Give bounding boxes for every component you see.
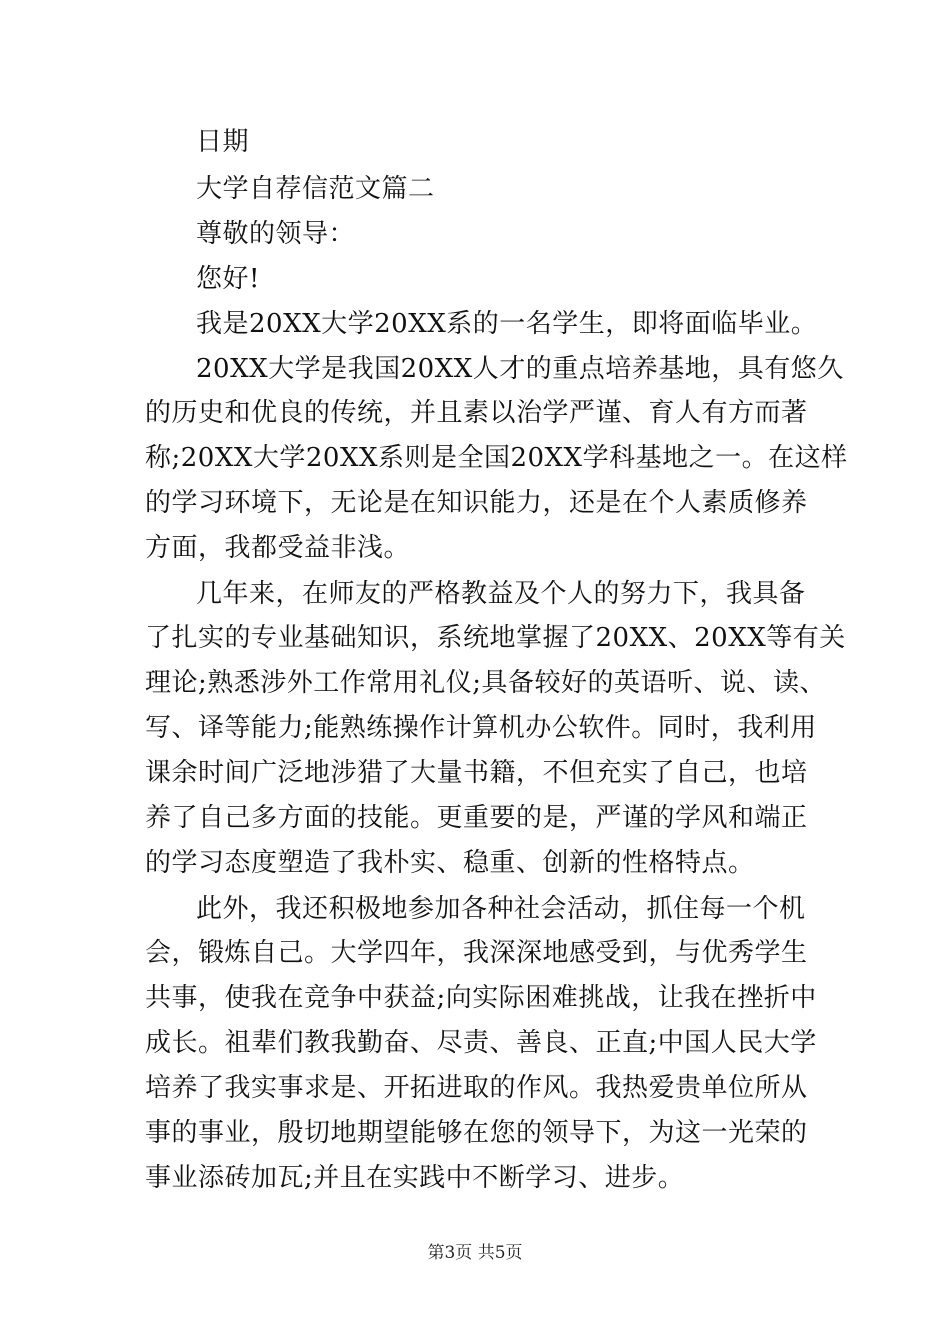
paragraph-line: 的学习态度塑造了我朴实、稳重、创新的性格特点。 xyxy=(145,848,755,878)
paragraph-line: 称;20XX大学20XX系则是全国20XX学科基地之一。在这样 xyxy=(145,443,848,473)
paragraph-line: 养了自己多方面的技能。更重要的是，严谨的学风和端正 xyxy=(145,803,808,833)
paragraph-line: 事的事业，殷切地期望能够在您的领导下，为这一光荣的 xyxy=(145,1118,808,1148)
date-line: 日期 xyxy=(196,127,250,157)
page-footer: 第3页 共5页 xyxy=(427,1243,523,1263)
paragraph-line: 方面，我都受益非浅。 xyxy=(145,533,411,563)
paragraph-line: 的历史和优良的传统，并且素以治学严谨、育人有方而著 xyxy=(145,398,808,428)
paragraph-line: 20XX大学是我国20XX人才的重点培养基地，具有悠久 xyxy=(196,354,844,384)
paragraph-line: 成长。祖辈们教我勤奋、尽责、善良、正直;中国人民大学 xyxy=(145,1028,817,1058)
paragraph-line: 我是20XX大学20XX系的一名学生，即将面临毕业。 xyxy=(196,309,818,339)
paragraph-line: 理论;熟悉涉外工作常用礼仪;具备较好的英语听、说、读、 xyxy=(145,668,827,698)
paragraph-line: 课余时间广泛地涉猎了大量书籍，不但充实了自己，也培 xyxy=(145,758,808,788)
paragraph-line: 了扎实的专业基础知识，系统地掌握了20XX、20XX等有关 xyxy=(145,623,846,653)
greeting: 您好! xyxy=(196,264,260,294)
paragraph-line: 的学习环境下，无论是在知识能力，还是在个人素质修养 xyxy=(145,488,808,518)
paragraph-line: 会，锻炼自己。大学四年，我深深地感受到，与优秀学生 xyxy=(145,938,808,968)
paragraph-line: 培养了我实事求是、开拓进取的作风。我热爱贵单位所从 xyxy=(145,1073,808,1103)
paragraph-line: 此外，我还积极地参加各种社会活动，抓住每一个机 xyxy=(196,894,806,924)
section-title: 大学自荐信范文篇二 xyxy=(196,174,435,204)
paragraph-line: 几年来，在师友的严格教益及个人的努力下，我具备 xyxy=(196,579,806,609)
paragraph-line: 共事，使我在竞争中获益;向实际困难挑战，让我在挫折中 xyxy=(145,983,817,1013)
paragraph-line: 事业添砖加瓦;并且在实践中不断学习、进步。 xyxy=(145,1163,685,1193)
salutation: 尊敬的领导： xyxy=(196,219,356,249)
paragraph-line: 写、译等能力;能熟练操作计算机办公软件。同时，我利用 xyxy=(145,713,817,743)
